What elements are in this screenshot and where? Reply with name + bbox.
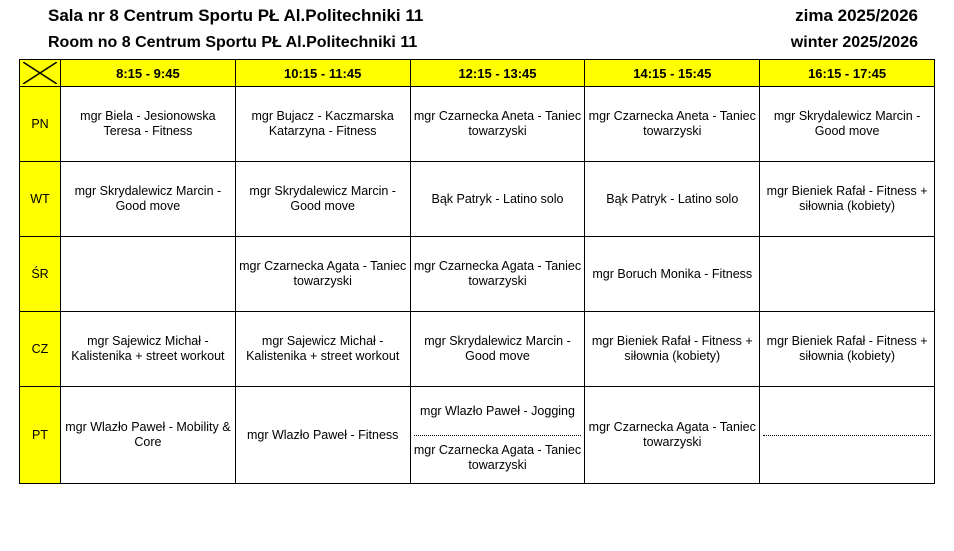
crossed-box-icon [20,60,61,87]
class-cell: mgr Skrydalewicz Marcin - Good move [760,87,935,162]
season-label-pl: zima 2025/2026 [795,6,918,25]
table-row [20,237,935,312]
class-cell: mgr Bujacz - Kaczmarska Katarzyna - Fitness [235,87,410,162]
schedule-table-body [20,87,935,484]
class-cell: mgr Bieniek Rafał - Fitness + siłownia (kobiety) [760,162,935,237]
time-slot-header: 16:15 - 17:45 [760,60,935,87]
class-cell: Bąk Patryk - Latino solo [585,162,760,237]
class-cell-empty [61,237,236,312]
time-slot-header: 14:15 - 15:45 [585,60,760,87]
time-slot-header: 10:15 - 11:45 [235,60,410,87]
table-row [20,312,935,387]
split-cell-wrapper [763,389,931,481]
class-cell: mgr Sajewicz Michał - Kalistenika + street workout [61,312,236,387]
class-cell: mgr Sajewicz Michał - Kalistenika + street workout [235,312,410,387]
page-title-pl: Sala nr 8 Centrum Sportu PŁ Al.Politechniki 11 [48,6,424,25]
class-cell: mgr Bieniek Rafał - Fitness + siłownia (kobiety) [585,312,760,387]
table-row [20,162,935,237]
split-cell-wrapper [414,389,582,481]
class-cell: mgr Czarnecka Aneta - Taniec towarzyski [585,87,760,162]
class-cell-top: mgr Wlazło Paweł - Jogging [414,389,582,436]
day-label-cz: CZ [20,312,61,387]
schedule-table-head [20,60,935,87]
table-row [20,387,935,484]
class-cell-split [410,387,585,484]
class-cell: mgr Czarnecka Agata - Taniec towarzyski [585,387,760,484]
class-cell: mgr Bieniek Rafał - Fitness + siłownia (kobiety) [760,312,935,387]
day-label-pt: PT [20,387,61,484]
season-label-en: winter 2025/2026 [790,34,918,51]
class-cell-bottom [763,436,931,482]
time-slot-header: 8:15 - 9:45 [61,60,236,87]
class-cell: mgr Boruch Monika - Fitness [585,237,760,312]
header-row [20,60,935,87]
class-cell: mgr Czarnecka Aneta - Taniec towarzyski [410,87,585,162]
class-cell: Bąk Patryk - Latino solo [410,162,585,237]
page-title-en: Room no 8 Centrum Sportu PŁ Al.Politechniki 11 [48,34,418,51]
class-cell: mgr Biela - Jesionowska Teresa - Fitness [61,87,236,162]
class-cell: mgr Wlazło Paweł - Mobility & Core [61,387,236,484]
class-cell-split-empty [760,387,935,484]
class-cell-top [763,389,931,436]
class-cell: mgr Wlazło Paweł - Fitness [235,387,410,484]
schedule-table [19,59,935,484]
class-cell-empty [760,237,935,312]
class-cell: mgr Skrydalewicz Marcin - Good move [61,162,236,237]
class-cell: mgr Czarnecka Agata - Taniec towarzyski [235,237,410,312]
table-row [20,87,935,162]
class-cell: mgr Skrydalewicz Marcin - Good move [410,312,585,387]
page-header [0,0,954,52]
header-row-english [14,34,940,52]
class-cell: mgr Czarnecka Agata - Taniec towarzyski [410,237,585,312]
day-label-sr: ŚR [20,237,61,312]
day-label-wt: WT [20,162,61,237]
header-row-polish [14,6,940,26]
class-cell: mgr Skrydalewicz Marcin - Good move [235,162,410,237]
day-label-pn: PN [20,87,61,162]
class-cell-bottom: mgr Czarnecka Agata - Taniec towarzyski [413,443,582,473]
time-slot-header: 12:15 - 13:45 [410,60,585,87]
